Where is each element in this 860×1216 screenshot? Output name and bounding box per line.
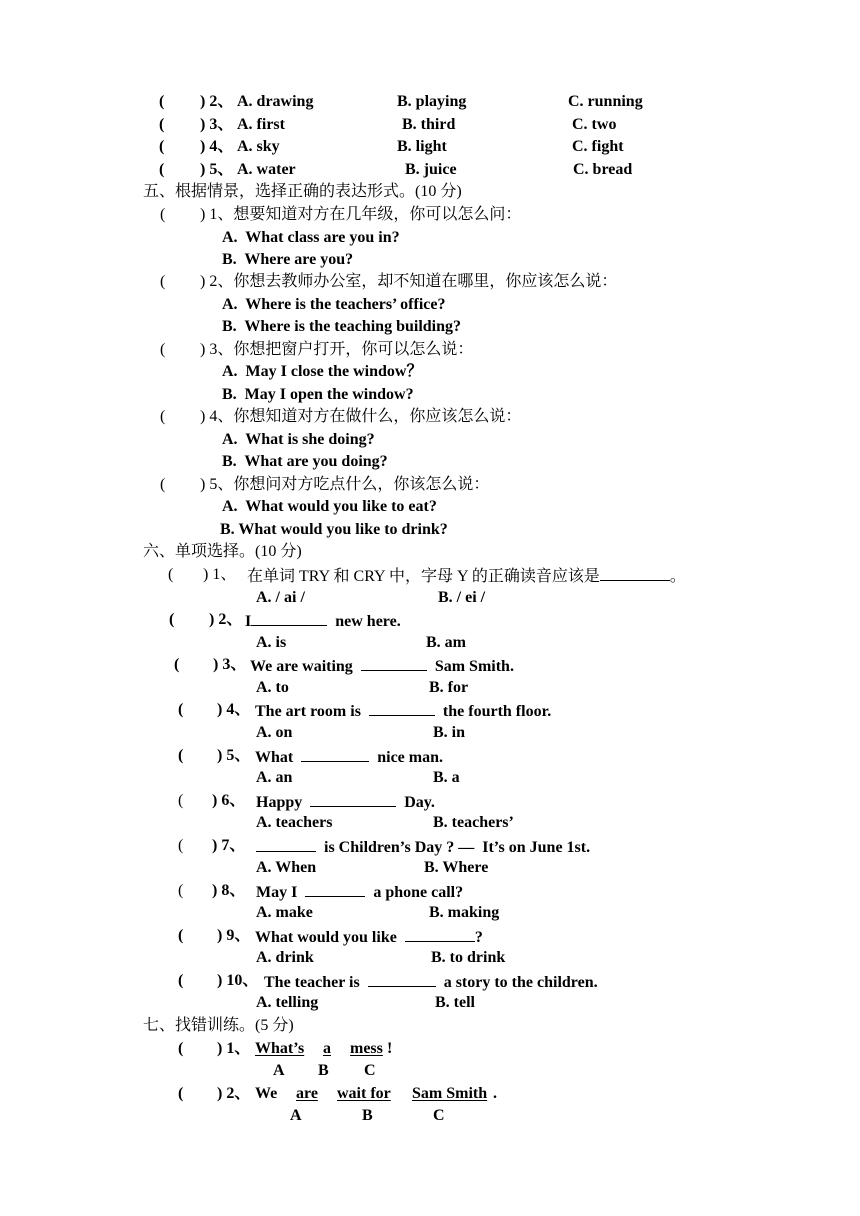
label-c: C (364, 1062, 376, 1079)
fill-blank[interactable] (361, 655, 427, 671)
option-b: B. am (426, 634, 466, 651)
question-number: ) 8、 (212, 882, 246, 899)
label-b: B (318, 1062, 329, 1079)
question-stem: What would you like ? (255, 926, 483, 948)
option-a: A. What class are you in? (222, 229, 400, 246)
option-a: A. first (237, 116, 285, 133)
option-c: C. two (572, 116, 617, 133)
question-number: ) 5、 (200, 161, 234, 178)
question-stem: The art room is the fourth floor. (255, 700, 551, 722)
question-number: ) 5、 (217, 747, 251, 764)
label-a: A (273, 1062, 285, 1079)
answer-paren[interactable]: ( (174, 656, 180, 673)
fill-blank[interactable] (405, 926, 475, 942)
question-stem: The teacher is a story to the children. (264, 971, 598, 993)
question-number: ) 9、 (217, 927, 251, 944)
answer-paren[interactable]: ( (168, 566, 174, 583)
option-b: B. What would you like to drink? (220, 521, 448, 538)
answer-paren[interactable]: ( (159, 138, 165, 155)
section-heading: 七、找错训练。(5 分) (143, 1017, 294, 1034)
question-number: ) 4、 (200, 138, 234, 155)
option-b: B. playing (397, 93, 467, 110)
question-number: ) 1、 (217, 1040, 251, 1057)
sentence-end: . (493, 1085, 497, 1102)
question-stem: Happy Day. (256, 791, 435, 813)
option-a: A. drawing (237, 93, 314, 110)
question-stem: ) 3、你想把窗户打开，你可以怎么说： (200, 341, 474, 358)
fill-blank[interactable] (301, 746, 369, 762)
question-stem: ) 1、想要知道对方在几年级，你可以怎么问： (200, 206, 522, 223)
answer-paren[interactable]: ( (178, 972, 184, 989)
answer-paren[interactable]: ( (178, 701, 184, 718)
option-a: A. What is she doing? (222, 431, 375, 448)
question-number: ) 10、 (217, 972, 259, 989)
label-a: A (290, 1107, 302, 1124)
fill-blank[interactable] (368, 971, 436, 987)
option-a: A. water (237, 161, 296, 178)
answer-paren[interactable]: ( (160, 476, 166, 493)
answer-paren[interactable]: ( (178, 1085, 184, 1102)
answer-paren[interactable]: ( (159, 116, 165, 133)
option-c: C. fight (572, 138, 624, 155)
question-stem: ) 5、你想问对方吃点什么，你该怎么说： (200, 476, 490, 493)
option-a: A. an (256, 769, 293, 786)
error-option-c: Sam Smith (412, 1085, 488, 1102)
option-b: B. Where is the teaching building? (222, 318, 461, 335)
answer-paren[interactable]: ( (178, 882, 184, 899)
question-stem: I new here. (245, 610, 401, 632)
option-b: B. a (433, 769, 460, 786)
fill-blank[interactable] (310, 791, 396, 807)
error-option-b: wait for (337, 1085, 391, 1102)
answer-paren[interactable]: ( (160, 408, 166, 425)
option-b: B. Where are you? (222, 251, 354, 268)
fill-blank[interactable] (369, 700, 435, 716)
question-stem: We are waiting Sam Smith. (250, 655, 514, 677)
error-option-b: a (323, 1040, 331, 1057)
option-b: B. making (429, 904, 500, 921)
question-number: ) 2、 (217, 1085, 251, 1102)
option-b: B. to drink (431, 949, 506, 966)
fill-blank[interactable] (305, 881, 365, 897)
option-a: A. make (256, 904, 313, 921)
option-b: B. third (402, 116, 456, 133)
option-a: A. telling (256, 994, 319, 1011)
answer-paren[interactable]: ( (159, 161, 165, 178)
option-b: B. Where (424, 859, 489, 876)
question-number: ) 7、 (212, 837, 246, 854)
label-c: C (433, 1107, 445, 1124)
option-c: C. running (568, 93, 643, 110)
question-stem: What nice man. (255, 746, 443, 768)
option-a: A. What would you like to eat? (222, 498, 437, 515)
option-b: B. tell (435, 994, 475, 1011)
answer-paren[interactable]: ( (178, 1040, 184, 1057)
option-a: A. sky (237, 138, 280, 155)
question-number: ) 3、 (213, 656, 247, 673)
fill-blank[interactable] (600, 565, 670, 581)
option-b: B. for (429, 679, 469, 696)
error-option-c: mess (350, 1040, 383, 1057)
error-option-a: What’s (255, 1040, 305, 1057)
question-number: ) 1、 (203, 566, 237, 583)
answer-paren[interactable]: ( (178, 927, 184, 944)
answer-paren[interactable]: ( (159, 93, 165, 110)
question-stem: 在单词 TRY 和 CRY 中，字母 Y 的正确读音应该是 。 (247, 565, 686, 587)
option-a: A. / ai / (256, 589, 305, 606)
answer-paren[interactable]: ( (178, 792, 184, 809)
answer-paren[interactable]: ( (160, 273, 166, 290)
question-number: ) 6、 (212, 792, 246, 809)
option-b: B. What are you doing? (222, 453, 388, 470)
question-stem: ) 4、你想知道对方在做什么，你应该怎么说： (200, 408, 522, 425)
option-b: B. juice (405, 161, 457, 178)
answer-paren[interactable]: ( (169, 611, 175, 628)
option-b: B. light (397, 138, 447, 155)
option-a: A. to (256, 679, 289, 696)
answer-paren[interactable]: ( (178, 747, 184, 764)
question-number: ) 3、 (200, 116, 234, 133)
option-b: B. May I open the window? (222, 386, 414, 403)
fill-blank[interactable] (256, 836, 316, 852)
option-a: A. Where is the teachers’ office? (222, 296, 446, 313)
section-heading: 五、根据情景，选择正确的表达形式。(10 分) (143, 183, 462, 200)
label-b: B (362, 1107, 373, 1124)
option-a: A. teachers (256, 814, 333, 831)
option-a: A. May I close the window？ (222, 363, 423, 380)
option-b: B. / ei / (438, 589, 486, 606)
option-a: A. is (256, 634, 287, 651)
question-number: ) 2、 (200, 93, 234, 110)
option-b: B. in (433, 724, 466, 741)
answer-paren[interactable]: ( (160, 341, 166, 358)
option-b: B. teachers’ (433, 814, 514, 831)
sentence-end: ! (387, 1040, 393, 1057)
question-number: ) 2、 (209, 611, 243, 628)
question-stem: is Children’s Day ? — It’s on June 1st. (256, 836, 590, 858)
question-number: ) 4、 (217, 701, 251, 718)
section-heading: 六、单项选择。(10 分) (143, 543, 302, 560)
option-a: A. on (256, 724, 293, 741)
sentence-word: We (255, 1085, 278, 1102)
answer-paren[interactable]: ( (178, 837, 184, 854)
answer-paren[interactable]: ( (160, 206, 166, 223)
option-a: A. drink (256, 949, 314, 966)
fill-blank[interactable] (251, 610, 327, 626)
question-stem: ) 2、你想去教师办公室，却不知道在哪里，你应该怎么说： (200, 273, 618, 290)
option-c: C. bread (573, 161, 633, 178)
error-option-a: are (296, 1085, 318, 1102)
option-a: A. When (256, 859, 317, 876)
question-stem: May I a phone call? (256, 881, 463, 903)
